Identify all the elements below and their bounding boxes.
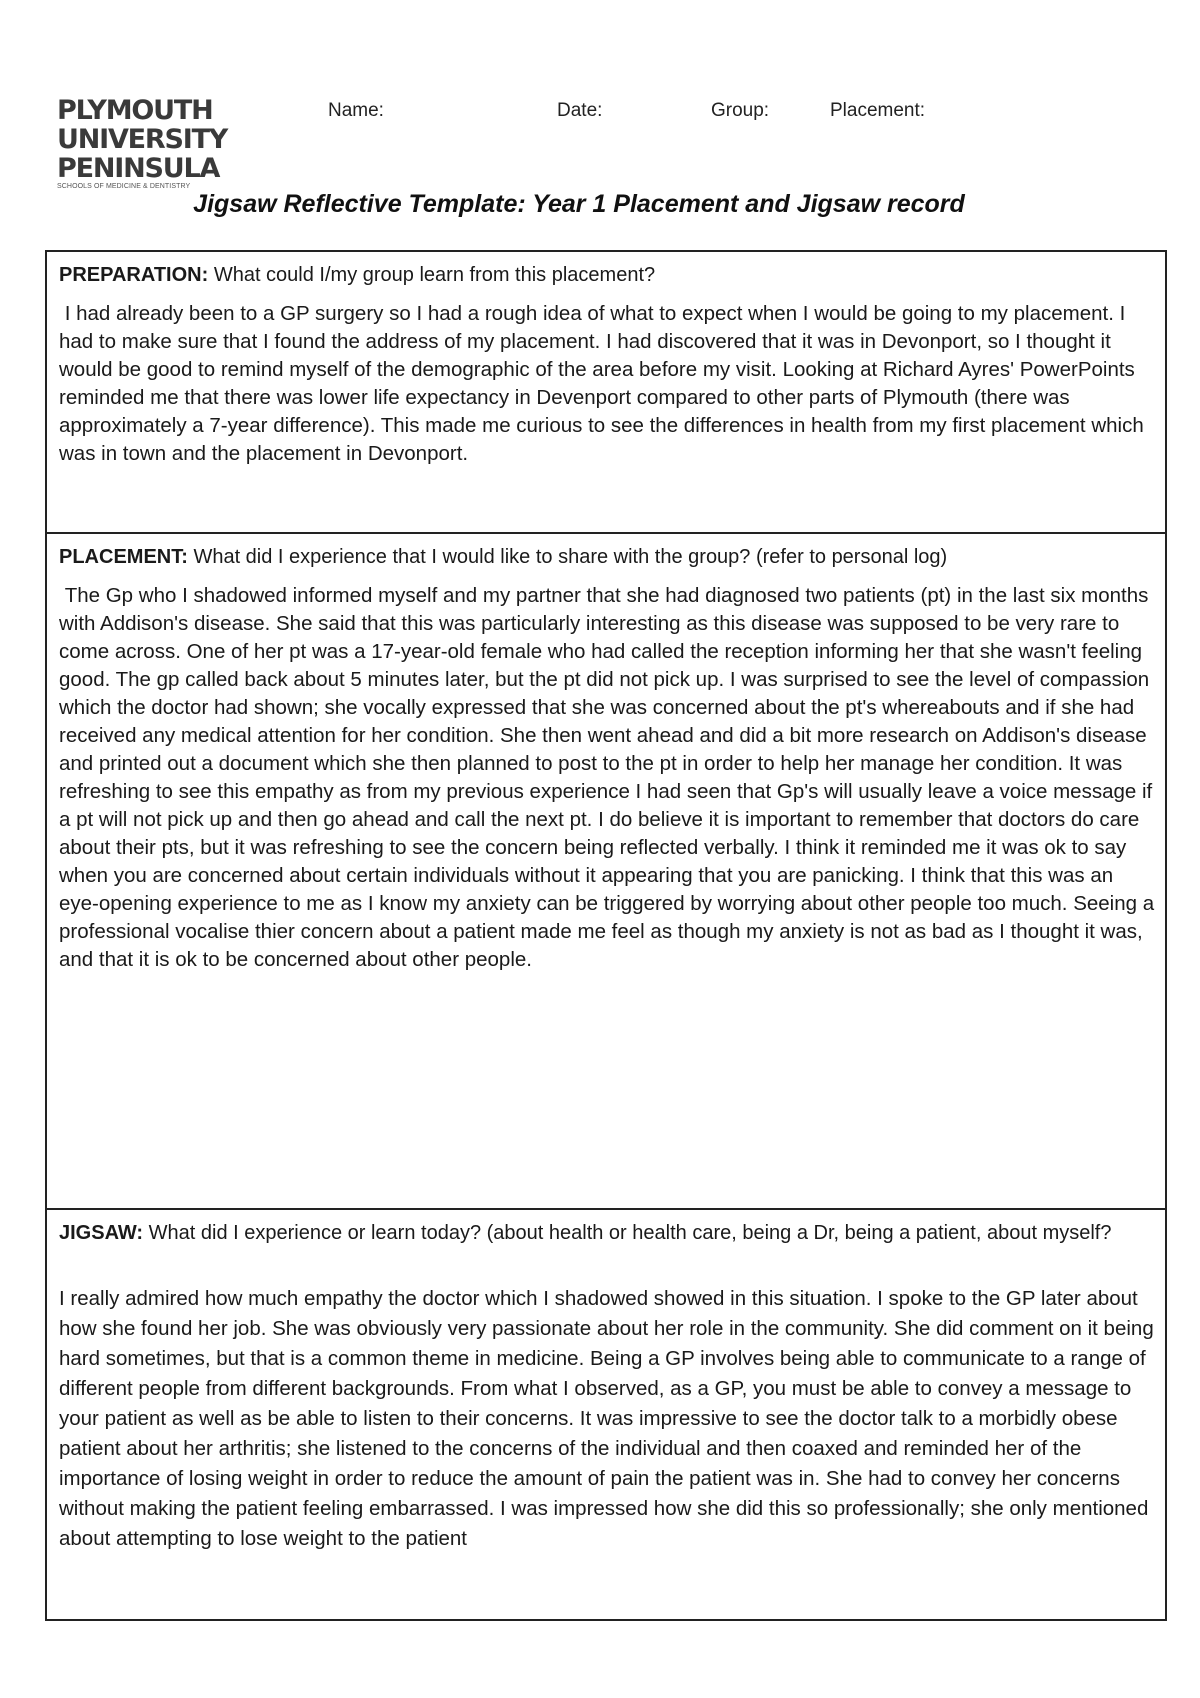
jigsaw-prompt: What did I experience or learn today? (about health or health care, being a Dr, being a patient, about myself?	[143, 1222, 1112, 1244]
date-label: Date:	[557, 100, 603, 121]
reflection-table	[45, 250, 1167, 1621]
name-label: Name:	[328, 100, 384, 121]
placement-prompt: What did I experience that I would like to share with the group? (refer to personal log)	[187, 546, 948, 568]
group-label: Group:	[711, 100, 770, 121]
university-logo	[57, 96, 247, 190]
jigsaw-question	[59, 1220, 1155, 1246]
preparation-response: I had already been to a GP surgery so I had a rough idea of what to expect when I would be going to my placement. I had to make sure that I found the address of my placement. I had discovered that it was in Devonport, so I thought it would be good to remind myself of the demographic of the area before my visit. Looking at Richard Ayres' PowerPoints reminded me that there was lower life expectancy in Devenport compared to other parts of Plymouth (there was approximately a 7-year difference). This made me curious to see the differences in health from my first placement which was in town and the placement in Devonport.	[59, 302, 1150, 465]
preparation-question	[59, 262, 1155, 288]
logo-line-2: UNIVERSITY	[57, 124, 228, 155]
placement-question	[59, 544, 1155, 570]
placement-response: The Gp who I shadowed informed myself and my partner that she had diagnosed two patients (pt) in the last six months with Addison's disease. She said that this was particularly interesting as this disease was supposed to be very rare to come across. One of her pt was a 17-year-old female who had called the reception informing her that she wasn't feeling good. The gp called back about 5 minutes later, but the pt did not pick up. I was surprised to see the level of compassion which the doctor had shown; she vocally expressed that she was concerned about the pt's whereabouts and if she had received any medical attention for her condition. She then went ahead and did a bit more research on Addison's disease and printed out a document which she then planned to post to the pt in order to help her manage her condition. It was refreshing to see this empathy as from my previous experience I had seen that Gp's will usually leave a voice message if a pt will not pick up and then go ahead and call the next pt. I do believe it is important to remember that doctors do care about their pts, but it was refreshing to see the concern being reflected verbally. I think it reminded me it was ok to say when you are concerned about certain individuals without it appearing that you are panicking. I think that this was an eye-opening experience to me as I know my anxiety can be triggered by worrying about other people too much. Seeing a professional vocalise thier concern about a patient made me feel as though my anxiety is not as bad as I thought it was, and that it is ok to be concerned about other people.	[59, 584, 1160, 971]
preparation-prompt: What could I/my group learn from this placement?	[208, 264, 656, 286]
placement-section-label: PLACEMENT:	[59, 546, 188, 568]
logo-line-1: PLYMOUTH	[57, 95, 213, 126]
preparation-label: PREPARATION:	[59, 264, 209, 286]
placement-section	[47, 534, 1165, 1210]
jigsaw-label: JIGSAW:	[59, 1222, 144, 1244]
preparation-section	[47, 252, 1165, 534]
placement-label: Placement:	[830, 100, 926, 121]
jigsaw-spacer	[59, 1258, 1155, 1284]
logo-subtitle: SCHOOLS OF MEDICINE & DENTISTRY	[57, 183, 191, 190]
jigsaw-response: I really admired how much empathy the doctor which I shadowed showed in this situation. I spoke to the GP later about how she found her job. She was obviously very passionate about her role in the community. She did comment on it being hard sometimes, but that is a common theme in medicine. Being a GP involves being able to communicate to a range of different people from different backgrounds. From what I observed, as a GP, you must be able to convey a message to your patient as well as be able to listen to their concerns. It was impressive to see the doctor talk to a morbidly obese patient about her arthritis; she listened to the concerns of the individual and then coaxed and reminded her of the importance of losing weight in order to reduce the amount of pain the patient was in. She had to convey her concerns without making the patient feeling embarrassed. I was impressed how she did this so professionally; she only mentioned about attempting to lose weight to the patient	[59, 1287, 1160, 1550]
document-title: Jigsaw Reflective Template: Year 1 Placement and Jigsaw record	[193, 190, 965, 218]
jigsaw-section	[47, 1210, 1165, 1619]
logo-line-3: PENINSULA	[57, 153, 220, 184]
